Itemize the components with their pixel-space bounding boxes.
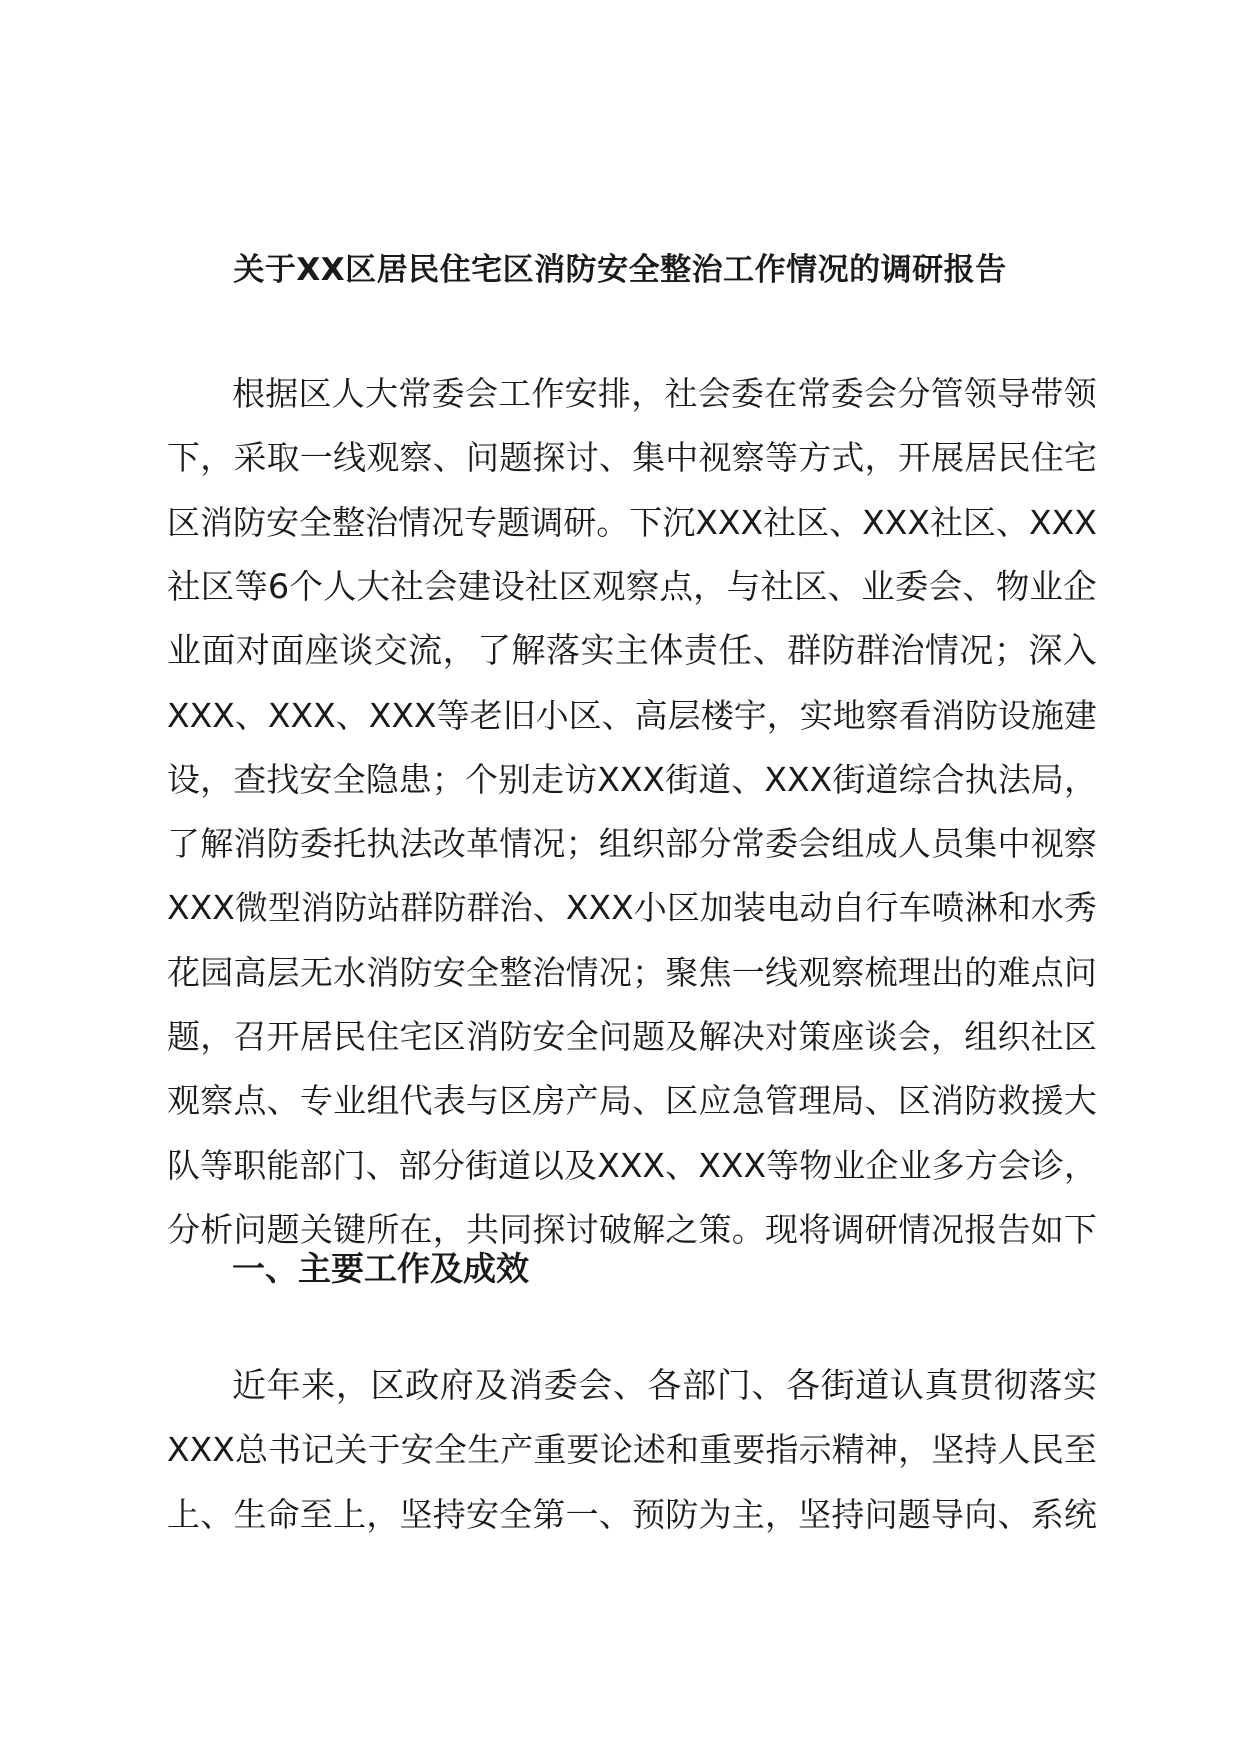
paragraph-line: 分 析 问 题 关 键 所 在 ， 共 同 探 讨 破 解 之 策 。 现 将 调 研 情 况 报 告 如 下	[167, 1209, 1097, 1249]
paragraph-line: 根 据 区 人 大 常 委 会 工 作 安 排 ， 社 会 委 在 常 委 会 分 管 领 导 带 领	[232, 374, 1097, 413]
paragraph-line: 花 园 高 层 无 水 消 防 安 全 整 治 情 况 ； 聚 焦 一 线 观 察 梳 理 出 的 难 点 问	[167, 952, 1097, 992]
paragraph-line: 队 等 职 能 部 门 、 部 分 街 道 以 及 XXX 、 XXX 等 物 业 企 业 多 方 会 诊 ，	[167, 1145, 1097, 1185]
paragraph-line: 近 年 来 ， 区 政 府 及 消 委 会 、 各 部 门 、 各 街 道 认 真 贯 彻 落 实	[232, 1366, 1097, 1406]
paragraph-line: XXX 总 书 记 关 于 安 全 生 产 重 要 论 述 和 重 要 指 示 精 神 ， 坚 持 人 民 至	[167, 1430, 1097, 1470]
paragraph-line: 下 ， 采 取 一 线 观 察 、 问 题 探 讨 、 集 中 视 察 等 方 式 ， 开 展 居 民 住 宅	[167, 438, 1097, 478]
section-heading: 一、主要工作及成效	[232, 1249, 529, 1288]
paragraph-line: 业 面 对 面 座 谈 交 流 ， 了 解 落 实 主 体 责 任 、 群 防 群 治 情 况 ； 深 入	[167, 631, 1097, 672]
paragraph-line: 社 区 等 6 个 人 大 社 会 建 设 社 区 观 察 点 ， 与 社 区 、 业 委 会 、 物 业 企	[167, 566, 1097, 606]
paragraph-line: 了 解 消 防 委 托 执 法 改 革 情 况 ； 组 织 部 分 常 委 会 组 成 人 员 集 中 视 察	[167, 824, 1097, 864]
paragraph-line: XXX 微 型 消 防 站 群 防 群 治 、 XXX 小 区 加 装 电 动 自 行 车 喷 淋 和 水 秀	[167, 888, 1097, 928]
paragraph-line: 观 察 点 、 专 业 组 代 表 与 区 房 产 局 、 区 应 急 管 理 局 、 区 消 防 救 援 大	[167, 1081, 1097, 1121]
paragraph-line: 设 ， 查 找 安 全 隐 患 ； 个 别 走 访 XXX 街 道 、 XXX 街 道 综 合 执 法 局 ，	[167, 759, 1097, 799]
document-title: 关于XX区居民住宅区消防安全整治工作情况的调研报告	[233, 252, 1007, 288]
paragraph-line: XXX 、 XXX 、 XXX 等 老 旧 小 区 、 高 层 楼 宇 ， 实 地 察 看 消 防 设 施 建	[167, 695, 1097, 735]
paragraph-line: 上 、 生 命 至 上 ， 坚 持 安 全 第 一 、 预 防 为 主 ， 坚 持 问 题 导 向 、 系 统	[167, 1494, 1097, 1534]
paragraph-line: 题 ， 召 开 居 民 住 宅 区 消 防 安 全 问 题 及 解 决 对 策 座 谈 会 ， 组 织 社 区	[167, 1017, 1097, 1056]
paragraph-line: 区 消 防 安 全 整 治 情 况 专 题 调 研 。 下 沉 XXX 社 区 、 XXX 社 区 、 XXX	[167, 502, 1097, 542]
